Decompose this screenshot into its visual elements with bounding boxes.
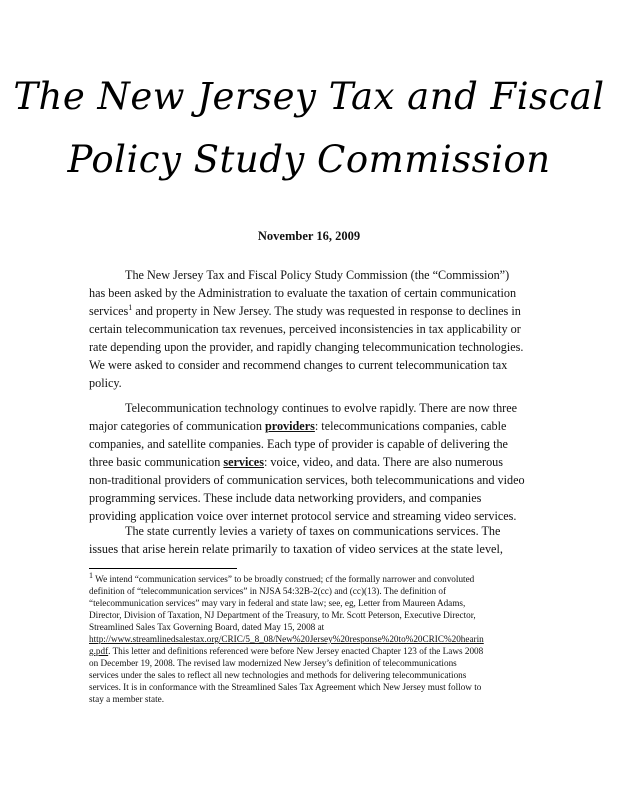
- paragraph-2-line: non-traditional providers of communication services, both telecommunications and video: [89, 473, 525, 487]
- footnote-marker: 1: [89, 570, 93, 580]
- services-emphasis: services: [223, 455, 264, 469]
- paragraph-1-line: [89, 302, 529, 320]
- footnote-line: [89, 570, 539, 585]
- paragraph-1-line: has been asked by the Administration to evaluate the taxation of certain communication: [89, 286, 517, 300]
- footnote-text: . This letter and definitions referenced were before New Jersey enacted Chapter 123 of the Laws 2008: [108, 646, 484, 656]
- footnote-line: services under the sales to reflect all new technologies and methods for delivering telecommunications: [89, 670, 467, 680]
- paragraph-2-line: Telecommunication technology continues to evolve rapidly. There are now three: [125, 401, 518, 415]
- title-line-1: The New Jersey Tax and Fiscal: [13, 75, 605, 118]
- footnote: [89, 570, 539, 705]
- paragraph-1-line: The New Jersey Tax and Fiscal Policy Study Commission (the “Commission”): [125, 268, 510, 282]
- paragraph-2-text: : voice, video, and data. There are also numerous: [263, 455, 504, 469]
- paragraph-1: [89, 266, 529, 392]
- paragraph-2: [89, 399, 529, 525]
- paragraph-2-line: [89, 453, 529, 471]
- footnote-line: on December 19, 2008. The revised law modernized New Jersey’s definition of telecommunications: [89, 658, 457, 668]
- paragraph-3-line: issues that arise herein relate primarily to taxation of video services at the state level,: [89, 542, 503, 556]
- paragraph-1-text: and property in New Jersey. The study was requested in response to declines in: [132, 304, 521, 318]
- footnote-line: Streamlined Sales Tax Governing Board, dated May 15, 2008 at: [89, 622, 325, 632]
- paragraph-2-line: programming services. These include data networking providers, and companies: [89, 491, 482, 505]
- footnote-separator: [89, 568, 237, 569]
- footnote-line: stay a member state.: [89, 694, 165, 704]
- providers-emphasis: providers: [264, 419, 315, 433]
- footnote-line: Director, Division of Taxation, NJ Department of the Treasury, to Mr. Scott Peterson, Executive Director,: [89, 610, 476, 620]
- footnote-link-end[interactable]: g.pdf: [89, 646, 109, 656]
- paragraph-1-line: rate depending upon the provider, and rapidly changing telecommunication technologies.: [89, 340, 524, 354]
- footnote-line: “telecommunication services” may vary in federal and state law; see, eg, Letter from Maureen Adams,: [89, 598, 466, 608]
- footnote-text: We intend “communication services” to be broadly construed; cf the formally narrower and convoluted: [93, 574, 475, 584]
- footnote-line: services. It is in conformance with the Streamlined Sales Tax Agreement which New Jersey must follow to: [89, 682, 482, 692]
- paragraph-3-line: The state currently levies a variety of taxes on communications services. The: [125, 524, 501, 538]
- paragraph-2-text: three basic communication: [89, 455, 224, 469]
- paragraph-2-text: major categories of communication: [89, 419, 265, 433]
- paragraph-1-line: We were asked to consider and recommend changes to current telecommunication tax: [89, 358, 508, 372]
- paragraph-2-line: companies, and satellite companies. Each type of provider is capable of delivering the: [89, 437, 508, 451]
- footnote-line: definition of “telecommunication services” in NJSA 54:32B-2(cc) and (cc)(13). The definition of: [89, 586, 447, 596]
- paragraph-2-line: [89, 417, 529, 435]
- footnote-link[interactable]: http://www.streamlinedsalestax.org/CRIC/5_8_08/New%20Jersey%20response%20to%20CRIC%20hearin: [89, 634, 484, 644]
- footnote-reference[interactable]: 1: [128, 302, 133, 312]
- document-date: November 16, 2009: [257, 229, 361, 243]
- footnote-line: [89, 645, 539, 657]
- paragraph-2-text: : telecommunications companies, cable: [314, 419, 507, 433]
- paragraph-1-line: policy.: [89, 376, 122, 390]
- paragraph-1-line: certain telecommunication tax revenues, perceived inconsistencies in tax applicability or: [89, 322, 521, 336]
- paragraph-2-line: providing application voice over internet protocol service and streaming video services.: [89, 509, 517, 523]
- title-line-2: Policy Study Commission: [67, 138, 551, 181]
- services-word: services: [89, 304, 129, 318]
- paragraph-3: [89, 522, 529, 558]
